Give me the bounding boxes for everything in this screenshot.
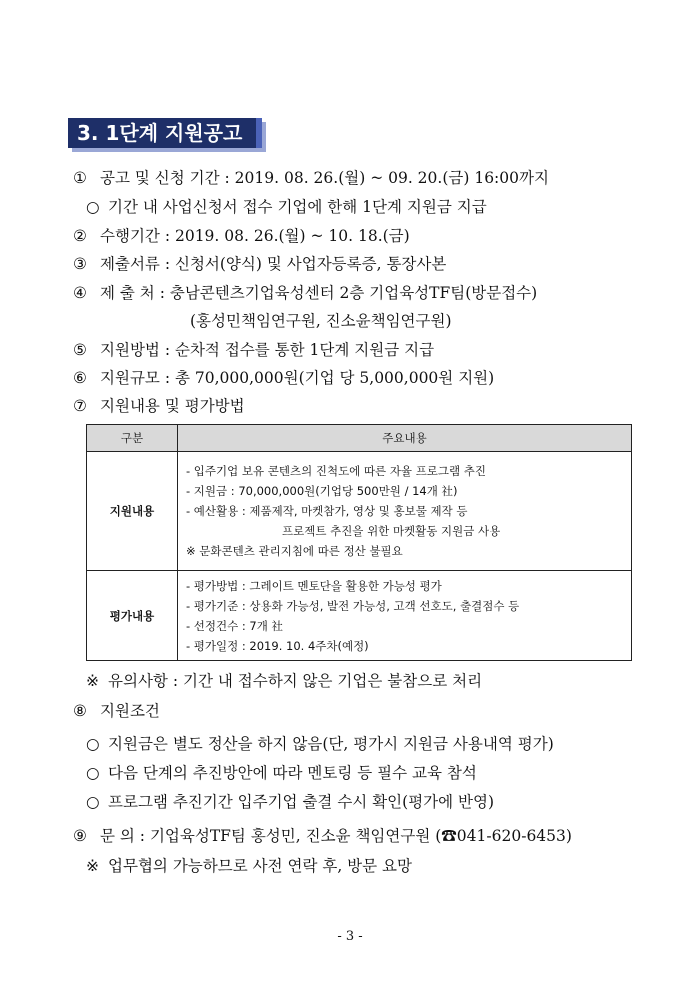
condition-text: 프로그램 추진기간 입주기업 출결 수시 확인(평가에 반영) — [108, 793, 495, 811]
bullet-circle-icon: ○ — [86, 793, 100, 811]
condition-item — [86, 762, 477, 784]
table-line: 프로젝트 추진을 위한 마켓활동 지원금 사용 — [282, 524, 501, 538]
bullet-circle-icon: ○ — [86, 198, 100, 216]
item-mark: ⑨ — [73, 827, 87, 845]
item-text: 지원규모 : 총 70,000,000원(기업 당 5,000,000원 지원) — [100, 369, 495, 387]
table-cell-category: 지원내용 — [87, 452, 178, 571]
item-text: 지원조건 — [100, 702, 160, 720]
item-submission-place — [73, 282, 537, 304]
table-line: - 평가방법 : 그레이트 멘토단을 활용한 가능성 평가 — [186, 578, 442, 593]
table-header-category: 구분 — [87, 425, 178, 452]
item-submission-contacts — [190, 310, 452, 332]
table-line: - 선정건수 : 7개 社 — [186, 618, 284, 633]
table-line: - 평가기준 : 상용화 가능성, 발전 가능성, 고객 선호도, 출결점수 등 — [186, 598, 520, 613]
item-text: 제 출 처 : 충남콘텐츠기업육성센터 2층 기업육성TF팀(방문접수) — [100, 284, 538, 302]
condition-text: 지원금은 별도 정산을 하지 않음(단, 평가시 지원금 사용내역 평가) — [108, 735, 554, 753]
table-line: - 예산활용 : 제품제작, 마켓참가, 영상 및 홍보물 제작 등 — [186, 504, 468, 518]
item-text: 수행기간 : 2019. 08. 26.(월) ~ 10. 18.(금) — [100, 227, 410, 245]
note-mark: ※ — [86, 857, 99, 875]
item-mark: ⑦ — [73, 397, 87, 415]
condition-text: 다음 단계의 추진방안에 따라 멘토링 등 필수 교육 참석 — [108, 764, 477, 782]
table-cell-content — [178, 571, 632, 661]
item-text: 기간 내 사업신청서 접수 기업에 한해 1단계 지원금 지급 — [108, 198, 487, 216]
item-text: 공고 및 신청 기간 : 2019. 08. 26.(월) ~ 09. 20.(금) 16:00까지 — [100, 169, 549, 187]
item-mark: ① — [73, 169, 87, 187]
table-header-content: 주요내용 — [178, 425, 632, 452]
section-title: 3. 1단계 지원공고 — [68, 118, 262, 148]
table-header-row — [87, 425, 632, 452]
support-table — [86, 424, 632, 661]
inquiry-text: 문 의 : 기업육성TF팀 홍성민, 진소윤 책임연구원 (☎041-620-6453) — [100, 827, 572, 845]
page-number: - 3 - — [337, 929, 363, 944]
table-cell-category: 평가내용 — [87, 571, 178, 661]
bullet-circle-icon: ○ — [86, 764, 100, 782]
item-documents — [73, 253, 446, 275]
item-support-scale — [73, 367, 494, 389]
item-execution-period — [73, 225, 410, 247]
note-mark: ※ — [86, 672, 99, 690]
item-support-method — [73, 339, 434, 361]
inquiry-note-text: 업무협의 가능하므로 사전 연락 후, 방문 요망 — [108, 857, 413, 875]
condition-item — [86, 791, 494, 813]
table-line: - 평가일정 : 2019. 10. 4주차(예정) — [186, 638, 369, 653]
bullet-circle-icon: ○ — [86, 735, 100, 753]
item-announcement-period — [73, 167, 549, 189]
notice-text: 유의사항 : 기간 내 접수하지 않은 기업은 불참으로 처리 — [108, 672, 483, 690]
item-mark: ② — [73, 227, 87, 245]
table-line: ※ 문화콘텐츠 관리지침에 따른 정산 불필요 — [186, 544, 403, 558]
item-text: 지원내용 및 평가방법 — [100, 397, 245, 415]
notice-line — [86, 670, 482, 692]
item-mark: ⑧ — [73, 702, 87, 720]
inquiry-line — [73, 825, 572, 847]
item-mark: ③ — [73, 255, 87, 273]
item-announcement-detail — [86, 196, 487, 218]
item-text: (홍성민책임연구원, 진소윤책임연구원) — [190, 312, 452, 330]
conditions-title — [73, 700, 160, 722]
item-text: 지원방법 : 순차적 접수를 통한 1단계 지원금 지급 — [100, 341, 435, 359]
condition-item — [86, 733, 554, 755]
item-support-content — [73, 395, 245, 417]
item-text: 제출서류 : 신청서(양식) 및 사업자등록증, 통장사본 — [100, 255, 447, 273]
item-mark: ⑤ — [73, 341, 87, 359]
item-mark: ⑥ — [73, 369, 87, 387]
item-mark: ④ — [73, 284, 87, 302]
table-line: - 지원금 : 70,000,000원(기업당 500만원 / 14개 社) — [186, 484, 458, 498]
inquiry-note — [86, 855, 412, 877]
table-row — [87, 452, 632, 571]
table-cell-content — [178, 452, 632, 571]
table-row — [87, 571, 632, 661]
table-line: - 입주기업 보유 콘텐츠의 진척도에 따른 자율 프로그램 추진 — [186, 464, 487, 478]
